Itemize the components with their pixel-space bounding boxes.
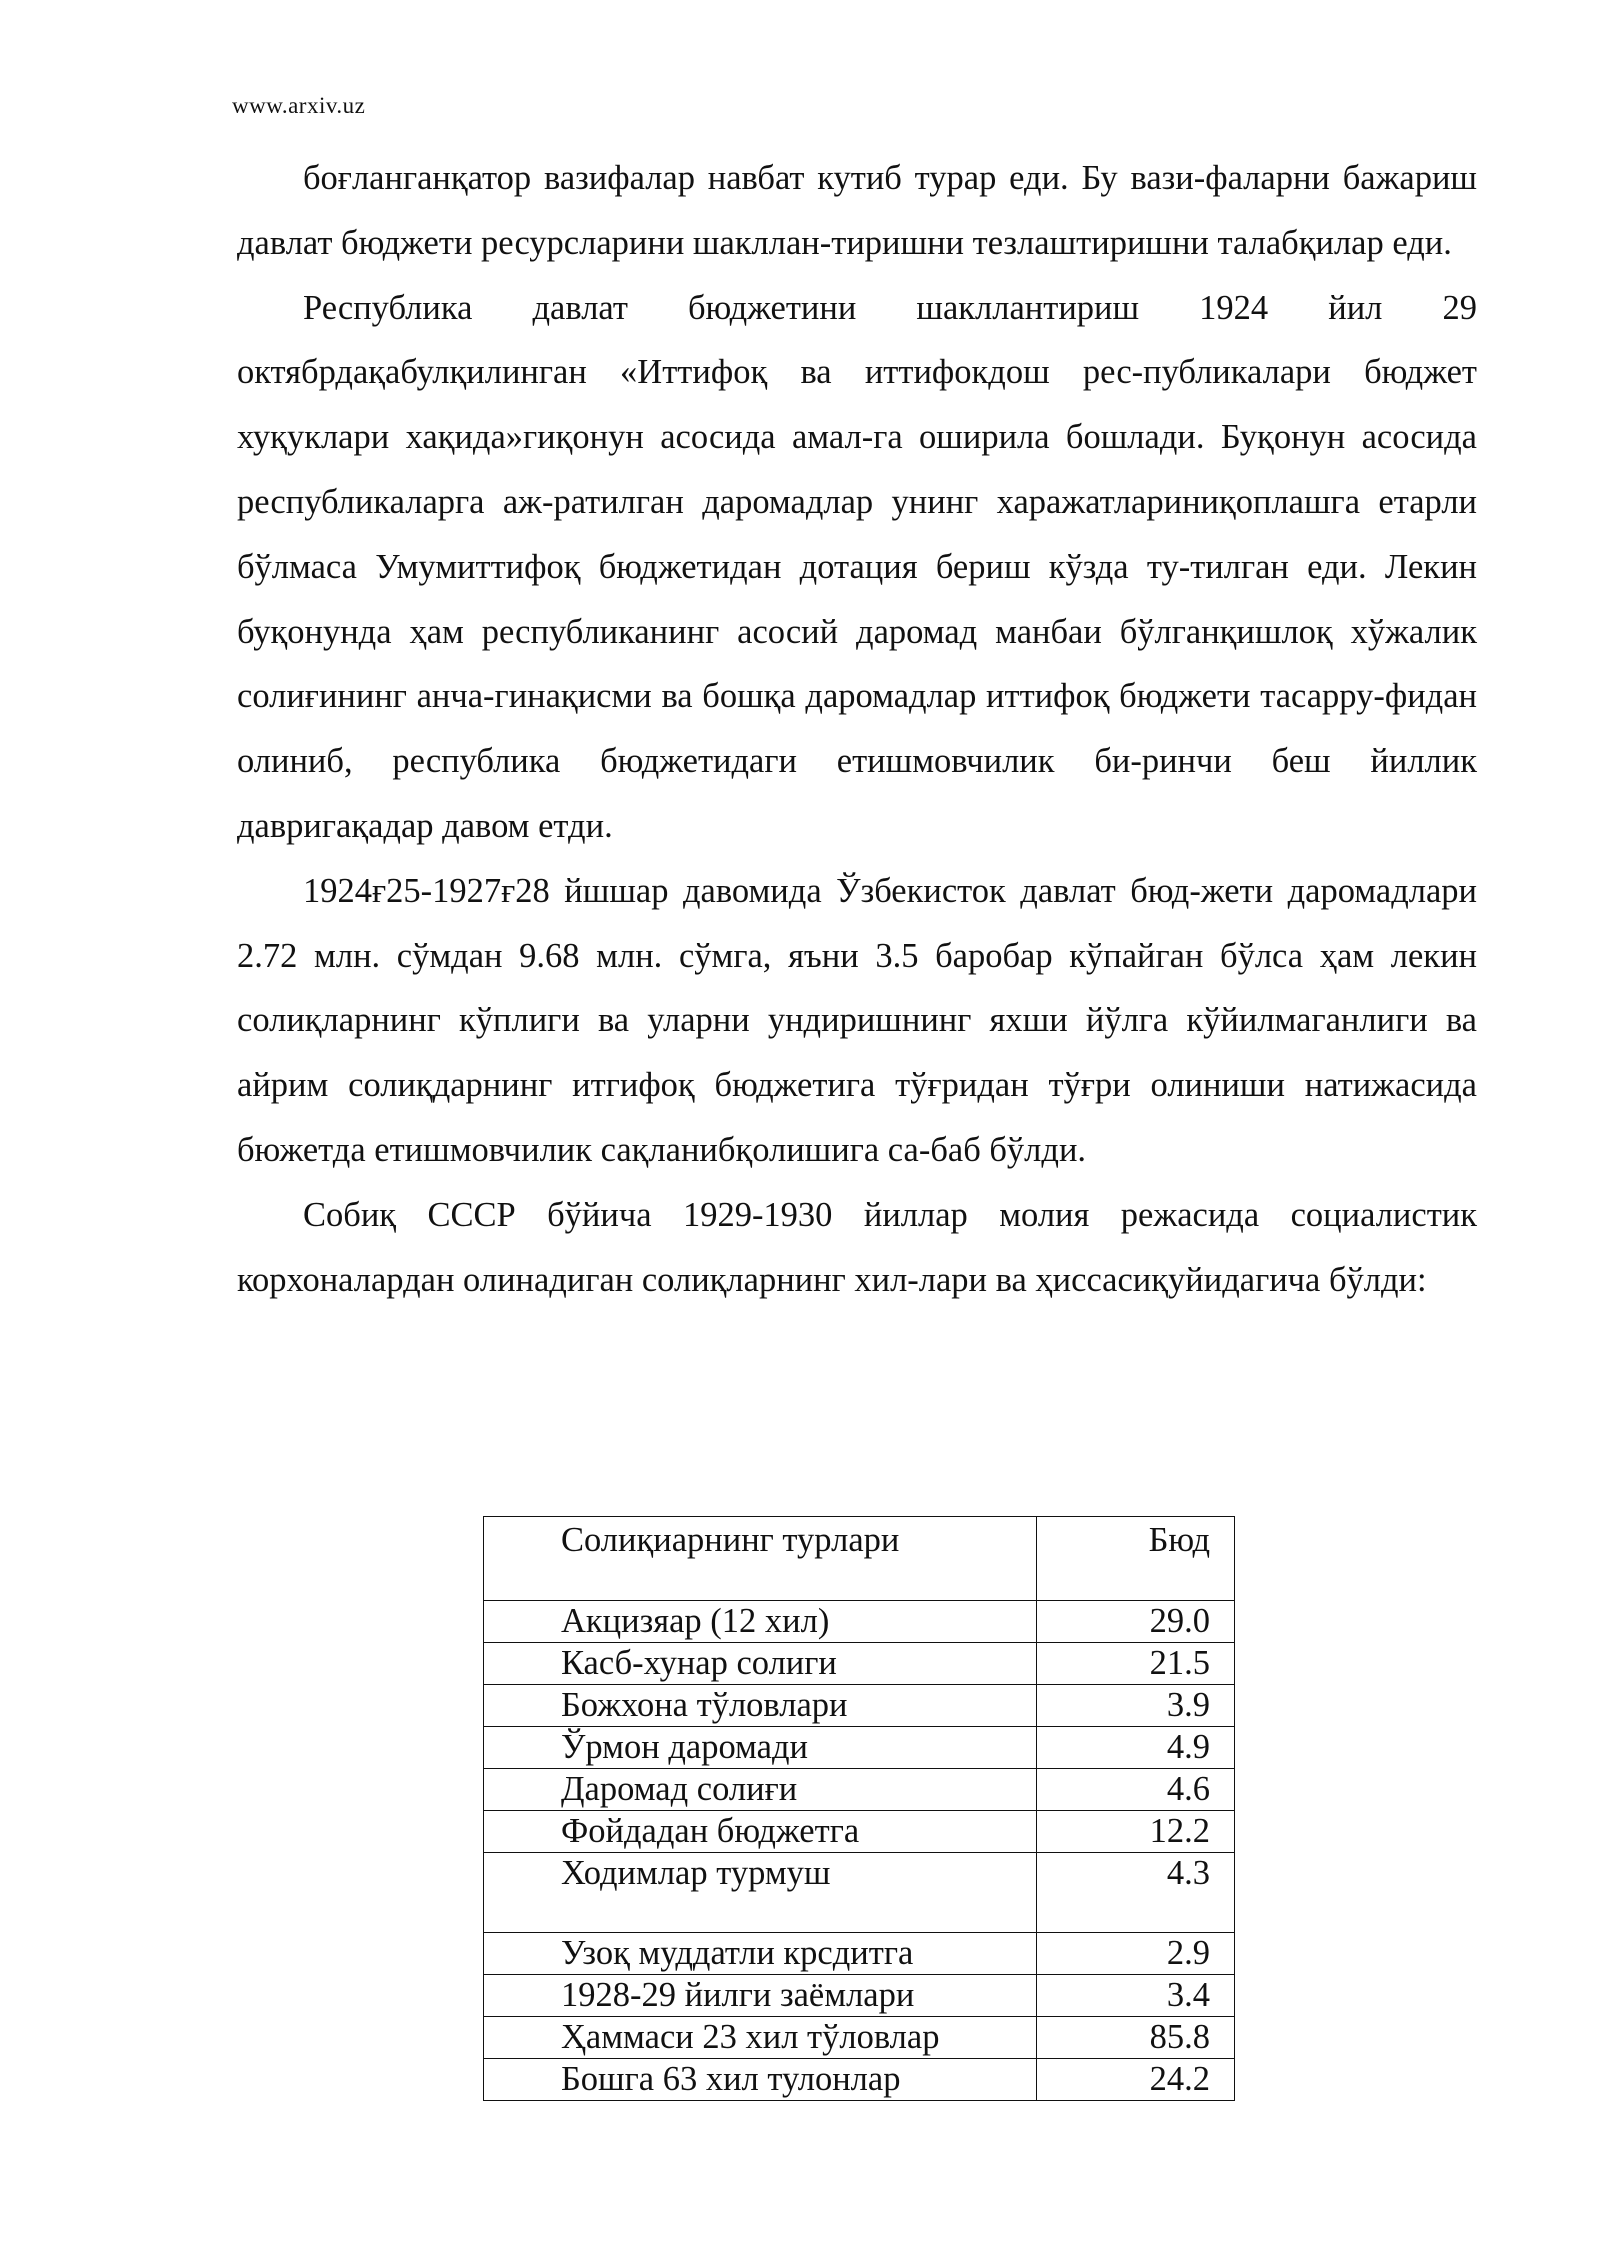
table-row <box>484 1933 1235 1975</box>
site-url: www.arxiv.uz <box>232 93 366 118</box>
tax-value: 4.9 <box>1037 1727 1235 1769</box>
tax-name: Ҳаммаси 23 хил тўловлар <box>484 2017 1037 2059</box>
tax-value: 12.2 <box>1037 1811 1235 1853</box>
tax-value: 2.9 <box>1037 1933 1235 1975</box>
table-header-row <box>484 1517 1235 1601</box>
tax-name: 1928-29 йилги заёмлари <box>484 1975 1037 2017</box>
tax-value: 21.5 <box>1037 1643 1235 1685</box>
paragraph: Республика давлат бюджетини шакллантириш 1924 йил 29 октябрдақабулқилинган «Иттифоқ ва иттифокдош рес-публикалари бюджет хуқуклари хақида»гиқонун асосида амал-га оширила бошлади. Буқонун асосида республикаларга аж-ратилган даромадлар унинг харажатлариниқоплашга етарли бўлмаса Умумиттифоқ бюджетидан дотация бериш кўзда ту-тилган еди. Лекин буқонунда ҳам республиканинг асосий даромад манбаи бўлганқишлоқ хўжалик солиғининг анча-гинақисми ва бошқа даромадлар иттифоқ бюджети тасарру-фидан олиниб, республика бюджетидаги етишмовчилик би-ринчи беш йиллик давригақадар давом етди. <box>237 288 1477 845</box>
table-row <box>484 1601 1235 1643</box>
tax-value: 3.4 <box>1037 1975 1235 2017</box>
table-row <box>484 1727 1235 1769</box>
table-row <box>484 1975 1235 2017</box>
tax-name: Ходимлар турмуш <box>484 1853 1037 1933</box>
tax-value: 4.3 <box>1037 1853 1235 1933</box>
tax-name: Касб-хунар солиги <box>484 1643 1037 1685</box>
table-row <box>484 1853 1235 1933</box>
table-row <box>484 1811 1235 1853</box>
tax-value: 85.8 <box>1037 2017 1235 2059</box>
tax-value: 4.6 <box>1037 1769 1235 1811</box>
body-text <box>237 146 1477 1312</box>
paragraph: 1924ғ25-1927ғ28 йшшар давомида Ўзбекисток давлат бюд-жети даромадлари 2.72 млн. сўмдан 9.68 млн. сўмга, яъни 3.5 баробар кўпайган бўлса ҳам лекин солиқларнинг кўплиги ва уларни ундиришнинг яхши йўлга кўйилмаганлиги ва айрим солиқдарнинг итгифоқ бюджетига тўғридан тўғри олиниши натижасида бюжетда етишмовчилик сақланибқолишига са-баб бўлди. <box>237 871 1477 1169</box>
table-row <box>484 2017 1235 2059</box>
tax-value: 24.2 <box>1037 2059 1235 2101</box>
tax-name: Акцизяар (12 хил) <box>484 1601 1037 1643</box>
tax-name: Даромад солиғи <box>484 1769 1037 1811</box>
tax-value: 29.0 <box>1037 1601 1235 1643</box>
tax-value: 3.9 <box>1037 1685 1235 1727</box>
header-tax-types: Солиқиарнинг турлари <box>484 1517 1037 1601</box>
tax-table <box>483 1516 1235 2101</box>
paragraph: боғланганқатор вазифалар навбат кутиб турар еди. Бу вази-фаларни бажариш давлат бюджети ресурсларини шакллан-тиришни тезлаштиришни талабқилар еди. <box>237 159 1477 262</box>
table-row <box>484 1643 1235 1685</box>
tax-name: Божхона тўловлари <box>484 1685 1037 1727</box>
paragraph: Собиқ СССР бўйича 1929-1930 йиллар молия режасида социалистик корхоналардан олинадиган солиқларнинг хил-лари ва ҳиссасиқуйидагича бўлди: <box>237 1195 1477 1299</box>
tax-name: Ўрмон даромади <box>484 1727 1037 1769</box>
tax-name: Узоқ муддатли крсдитга <box>484 1933 1037 1975</box>
table-row <box>484 1685 1235 1727</box>
tax-name: Фойдадан бюджетга <box>484 1811 1037 1853</box>
table-row <box>484 2059 1235 2101</box>
table-row <box>484 1769 1235 1811</box>
tax-name: Бошга 63 хил тулонлар <box>484 2059 1037 2101</box>
header-budget: Бюд <box>1037 1517 1235 1601</box>
